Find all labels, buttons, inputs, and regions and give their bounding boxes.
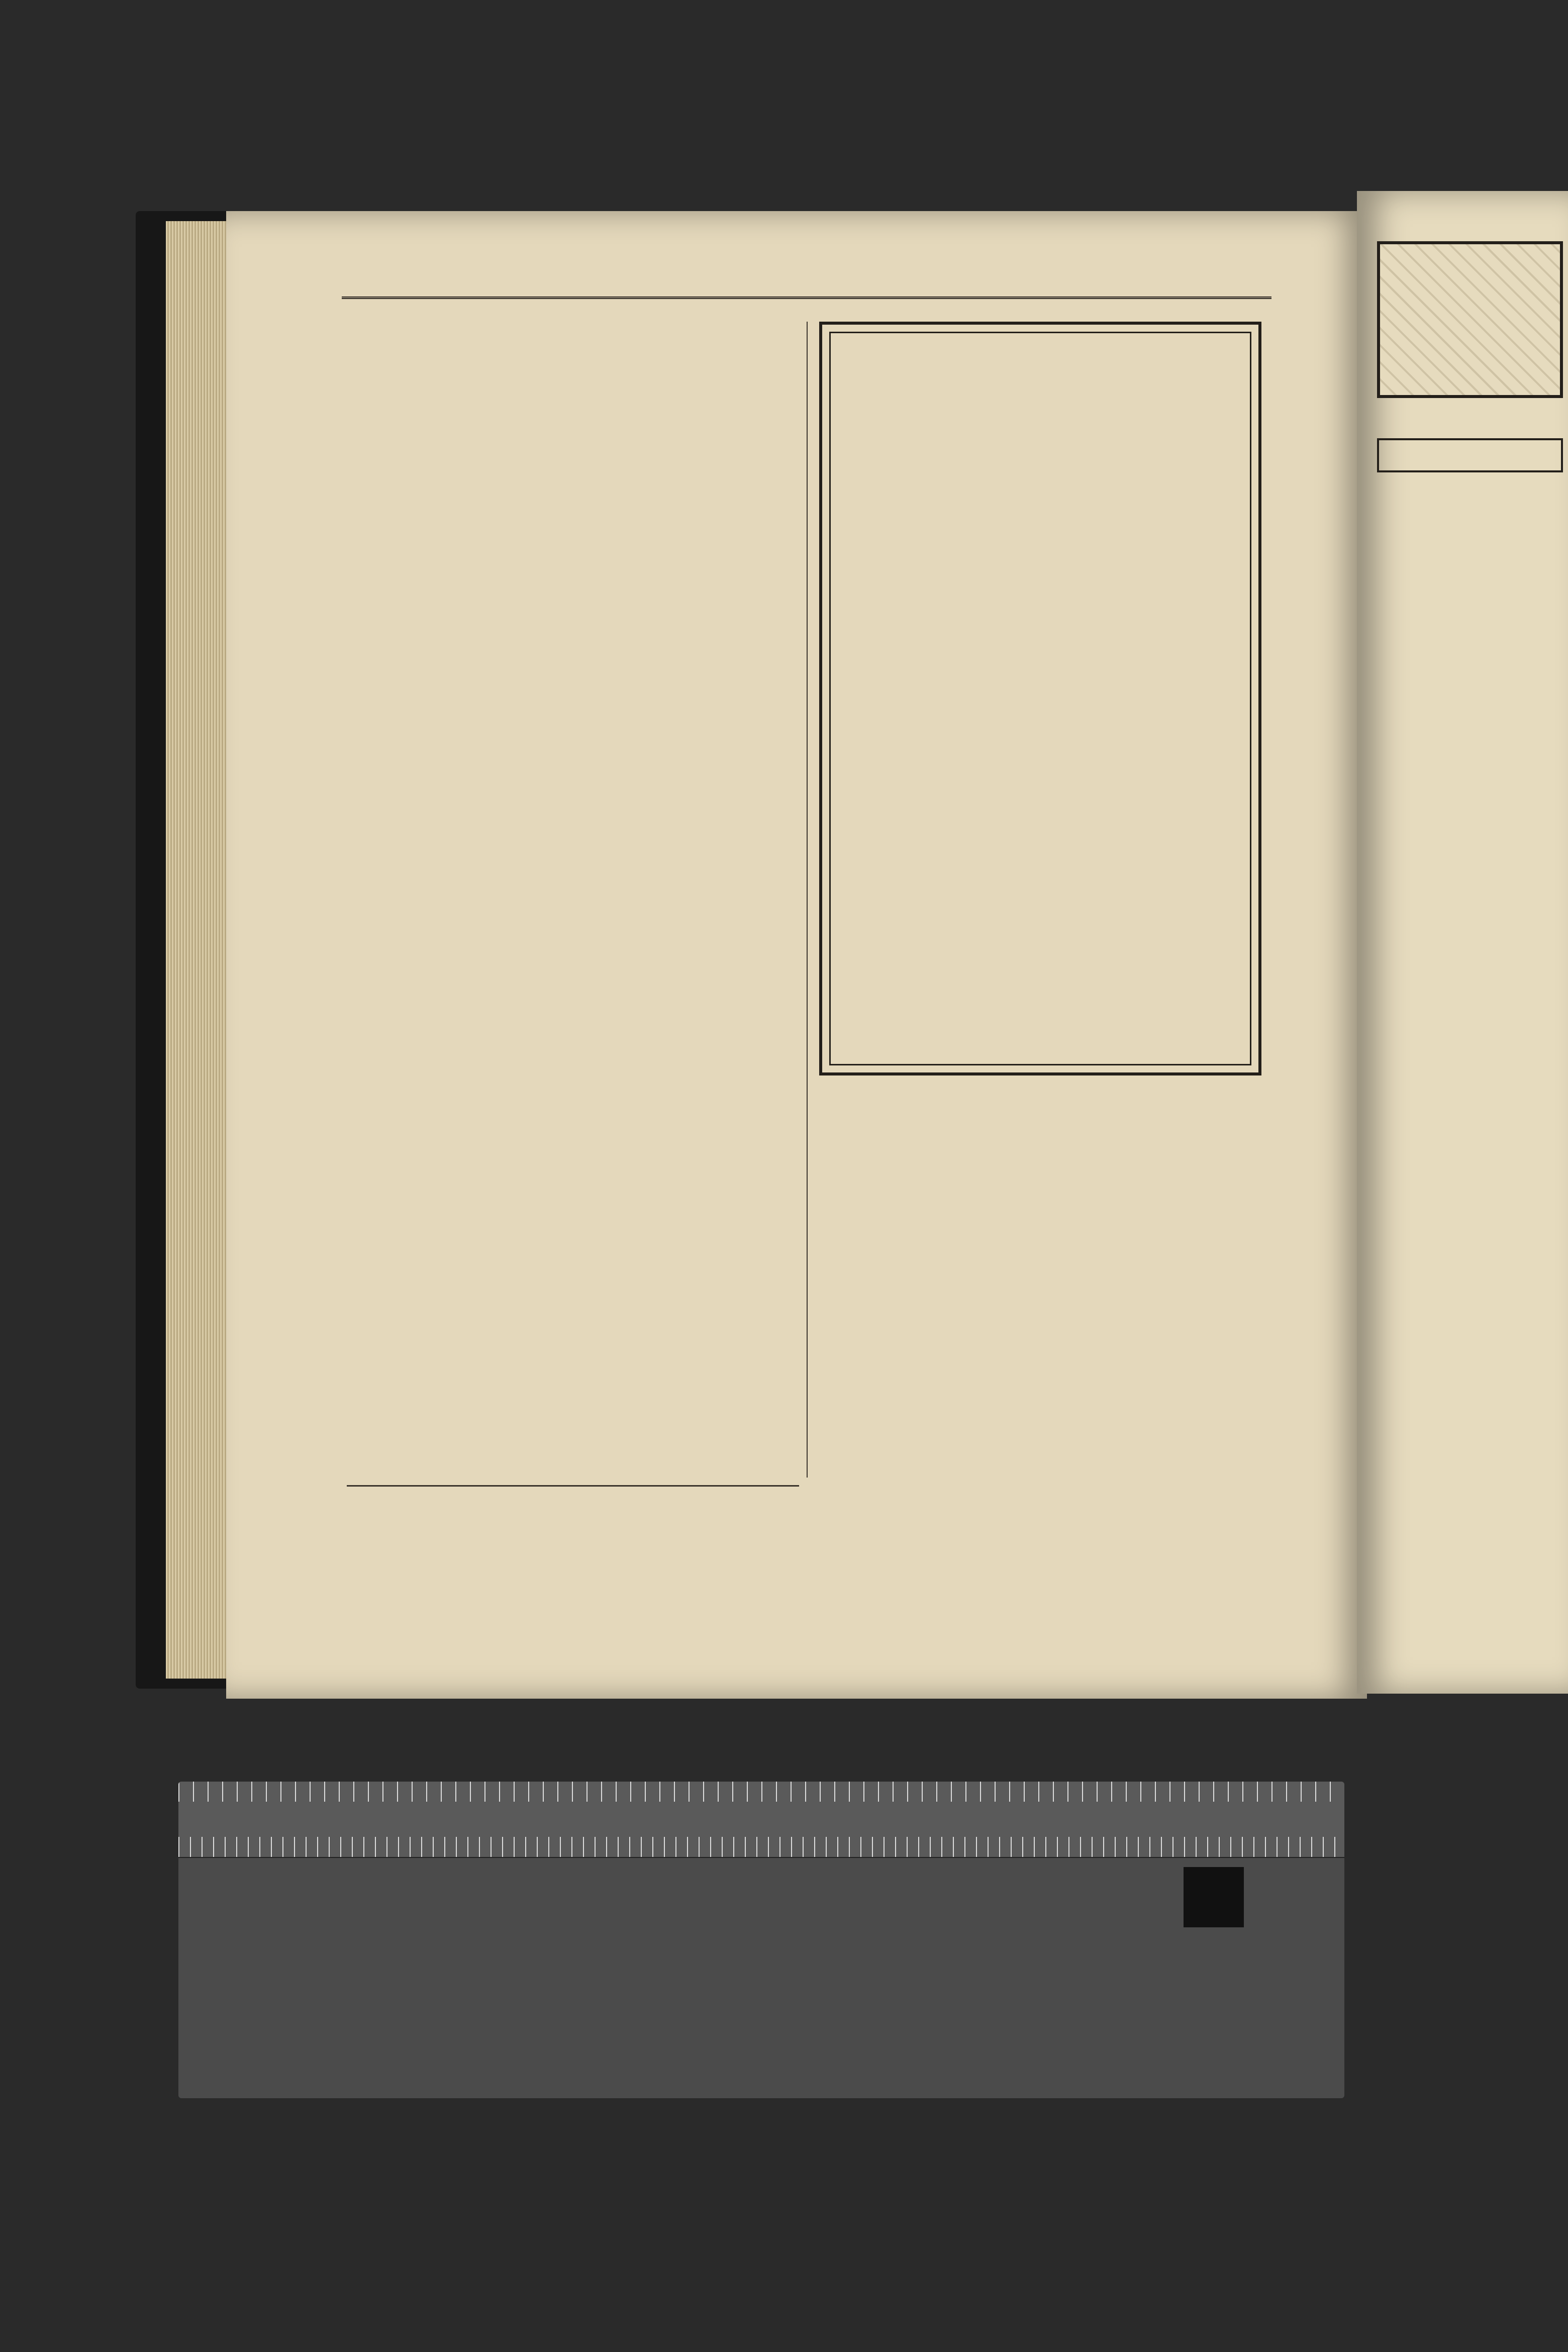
editor-signature <box>347 1485 799 1492</box>
school-advertisement <box>819 1101 1261 1171</box>
right-page-fragment <box>1377 241 1563 513</box>
swatch-row-dark <box>178 2028 1344 2098</box>
header-rule <box>342 297 1271 299</box>
left-column <box>342 317 804 1467</box>
swatch-row-light <box>178 1932 1344 2028</box>
inch-ticks <box>178 1782 1344 1802</box>
swatch-labels <box>178 1902 1344 1927</box>
advertisement-inner-frame <box>829 332 1251 1065</box>
page-edges <box>166 221 231 1679</box>
cm-ticks <box>178 1837 1344 1857</box>
fragment-boxed-heading <box>1377 438 1563 472</box>
book-advertisement <box>819 322 1261 1075</box>
ruler <box>178 1782 1344 1858</box>
masthead-banner <box>1377 241 1563 398</box>
column-divider <box>807 322 808 1478</box>
colour-chart <box>178 1782 1344 2098</box>
